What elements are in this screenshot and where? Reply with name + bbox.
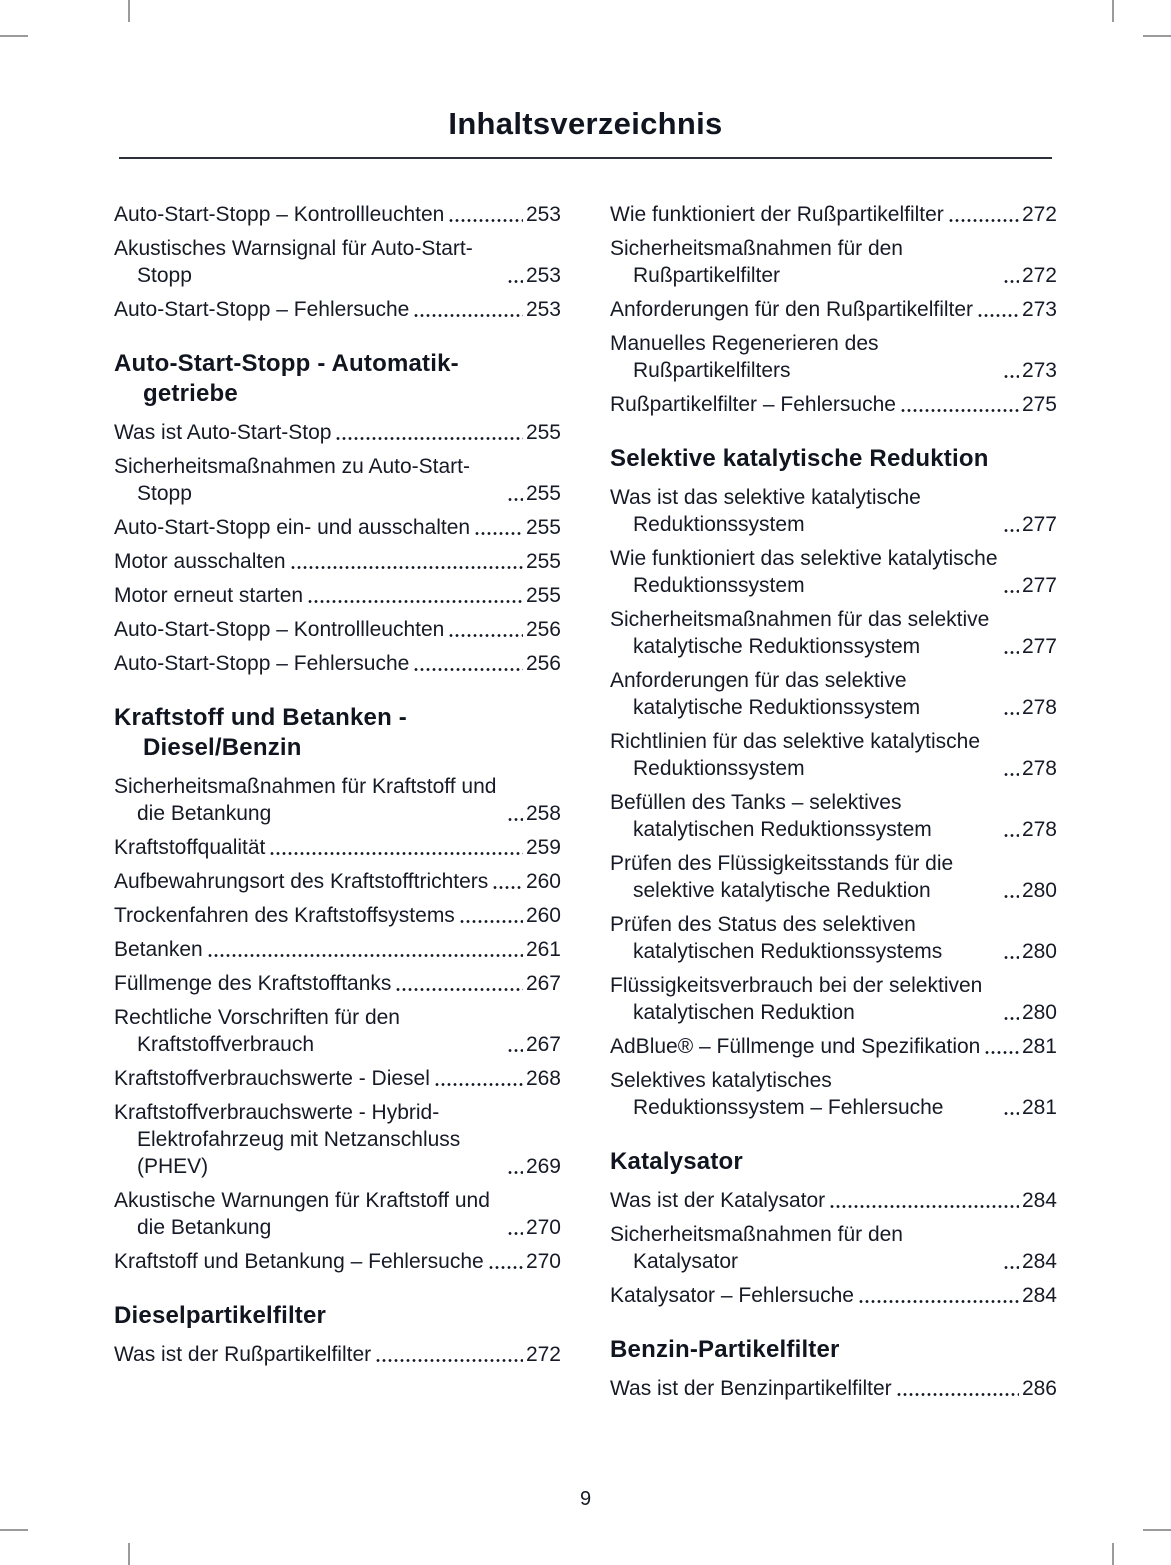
toc-entry-page-number: 280 <box>1021 1001 1057 1024</box>
toc-entry <box>610 235 1057 289</box>
toc-entry-title: Wie funktioniert der Rußpartikelfilter <box>610 203 944 226</box>
toc-entry-page-number: 261 <box>525 938 561 961</box>
toc-entry-title: Was ist Auto-Start-Stop <box>114 421 332 444</box>
toc-entry-title: Prüfen des Status des selektiven katalytischen Reduktionssystems <box>610 913 943 963</box>
section-heading: Benzin-Partikelfilter <box>610 1336 840 1363</box>
dot-leader <box>395 987 523 992</box>
toc-entry-page-number: 270 <box>525 1250 561 1273</box>
toc-entry-title: Wie funktioniert das selektive katalytische Reduktionssystem <box>610 547 998 597</box>
toc-column-left <box>114 201 561 1409</box>
section-heading: Katalysator <box>610 1148 743 1175</box>
toc-entry-title: Motor ausschalten <box>114 550 286 573</box>
toc-entry-page-number: 284 <box>1021 1189 1057 1212</box>
toc-entry-title: Anforderungen für das selektive katalytische Reduktionssystem <box>610 669 921 719</box>
toc-entry-title: Richtlinien für das selektive katalytische Reduktionssystem <box>610 730 981 780</box>
toc-entry <box>610 296 1057 323</box>
section-heading: Auto-Start-Stopp - Automatik-getriebe <box>114 350 459 407</box>
dot-leader <box>1003 1016 1019 1021</box>
toc-entry-title: Rußpartikelfilter – Fehlersuche <box>610 393 896 416</box>
toc-entry <box>114 650 561 677</box>
dot-leader <box>829 1204 1019 1209</box>
toc-entry-page-number: 260 <box>525 904 561 927</box>
page-title: Inhaltsverzeichnis <box>448 106 723 141</box>
toc-entry <box>610 789 1057 843</box>
toc-entry-title: Prüfen des Flüssigkeitsstands für die selektive katalytische Reduktion <box>610 852 954 902</box>
toc-entry-title: Was ist der Katalysator <box>610 1189 826 1212</box>
toc-entry-title: Akustisches Warnsignal für Auto-Start-Stopp <box>114 237 473 287</box>
toc-entry <box>114 1248 561 1275</box>
toc-entry <box>114 1004 561 1058</box>
dot-leader <box>1003 894 1019 899</box>
toc-entry-page-number: 281 <box>1021 1096 1057 1119</box>
toc-entry-page-number: 270 <box>525 1216 561 1239</box>
toc-entry-title: Kraftstoffverbrauchswerte - Hybrid-Elektrofahrzeug mit Netzanschluss (PHEV) <box>114 1101 461 1178</box>
dot-leader <box>434 1082 523 1087</box>
toc-entry-page-number: 255 <box>525 421 561 444</box>
dot-leader <box>207 953 523 958</box>
toc-entry <box>610 850 1057 904</box>
toc-entry-page-number: 269 <box>525 1155 561 1178</box>
dot-leader <box>1003 279 1019 284</box>
dot-leader <box>413 313 523 318</box>
toc-entry-title: Befüllen des Tanks – selektives katalytischen Reduktionssystem <box>610 791 932 841</box>
dot-leader <box>290 565 523 570</box>
toc-entry-title: Motor erneut starten <box>114 584 304 607</box>
dot-leader <box>858 1299 1019 1304</box>
dot-leader <box>474 531 523 536</box>
toc-entry-page-number: 255 <box>525 516 561 539</box>
toc-entry-page-number: 255 <box>525 482 561 505</box>
toc-entry-title: Sicherheitsmaßnahmen für Kraftstoff und die Betankung <box>114 775 497 825</box>
toc-entry-title: Sicherheitsmaßnahmen zu Auto-Start-Stopp <box>114 455 470 505</box>
toc-entry-page-number: 256 <box>525 618 561 641</box>
toc-entry <box>114 453 561 507</box>
toc-entry-title: Füllmenge des Kraftstofftanks <box>114 972 392 995</box>
dot-leader <box>1003 833 1019 838</box>
toc-entry-title: Rechtliche Vorschriften für den Kraftstoffverbrauch <box>114 1006 400 1056</box>
dot-leader <box>977 313 1019 318</box>
toc-entry-page-number: 281 <box>1021 1035 1057 1058</box>
dot-leader <box>448 633 523 638</box>
toc-entry <box>610 1033 1057 1060</box>
toc-entry <box>610 728 1057 782</box>
section-heading: Dieselpartikelfilter <box>114 1302 327 1329</box>
toc-entry <box>610 1221 1057 1275</box>
dot-leader <box>1003 589 1019 594</box>
toc-entry-page-number: 275 <box>1021 393 1057 416</box>
toc-entry-page-number: 278 <box>1021 818 1057 841</box>
dot-leader <box>507 1048 523 1053</box>
toc-entry-title: Trockenfahren des Kraftstoffsystems <box>114 904 455 927</box>
dot-leader <box>492 885 523 890</box>
crop-mark <box>1112 1543 1114 1565</box>
dot-leader <box>375 1358 523 1363</box>
toc-entry-title: Auto-Start-Stopp – Kontrollleuchten <box>114 618 445 641</box>
toc-entry-title: Kraftstoffqualität <box>114 836 266 859</box>
dot-leader <box>1003 650 1019 655</box>
toc-entry <box>114 1341 561 1368</box>
dot-leader <box>1003 1265 1019 1270</box>
toc-entry <box>114 834 561 861</box>
toc-entry-page-number: 273 <box>1021 359 1057 382</box>
section-heading: Kraftstoff und Betanken - Diesel/Benzin <box>114 704 407 761</box>
toc-entry-title: Kraftstoff und Betankung – Fehlersuche <box>114 1250 484 1273</box>
toc-entry-title: Sicherheitsmaßnahmen für den Katalysator <box>610 1223 903 1273</box>
page-number: 9 <box>579 1488 592 1510</box>
toc-entry-page-number: 277 <box>1021 635 1057 658</box>
toc-entry <box>610 1067 1057 1121</box>
toc-entry-page-number: 272 <box>1021 264 1057 287</box>
toc-entry-page-number: 267 <box>525 972 561 995</box>
toc-entry-title: Akustische Warnungen für Kraftstoff und die Betankung <box>114 1189 490 1239</box>
dot-leader <box>488 1265 523 1270</box>
toc-entry <box>114 514 561 541</box>
toc-entry <box>114 296 561 323</box>
dot-leader <box>448 218 523 223</box>
toc-entry <box>610 1282 1057 1309</box>
toc-entry <box>610 484 1057 538</box>
toc-entry-title: Flüssigkeitsverbrauch bei der selektiven katalytischen Reduktion <box>610 974 983 1024</box>
toc-entry <box>610 667 1057 721</box>
toc-entry <box>114 548 561 575</box>
toc-entry <box>610 606 1057 660</box>
toc-entry-title: Auto-Start-Stopp – Kontrollleuchten <box>114 203 445 226</box>
toc-entry-title: Betanken <box>114 938 203 961</box>
crop-mark <box>0 1529 28 1531</box>
toc-entry-title: Aufbewahrungsort des Kraftstofftrichters <box>114 870 489 893</box>
dot-leader <box>413 667 523 672</box>
toc-entry-page-number: 272 <box>1021 203 1057 226</box>
crop-mark <box>0 35 28 37</box>
section-heading: Selektive katalytische Reduktion <box>610 445 989 472</box>
toc-entry-title: Auto-Start-Stopp ein- und ausschalten <box>114 516 471 539</box>
dot-leader <box>900 408 1019 413</box>
toc-entry <box>114 201 561 228</box>
toc-columns <box>114 201 1057 1409</box>
toc-entry-page-number: 278 <box>1021 757 1057 780</box>
dot-leader <box>507 1231 523 1236</box>
toc-entry <box>610 1187 1057 1214</box>
toc-entry <box>610 972 1057 1026</box>
toc-entry-page-number: 255 <box>525 550 561 573</box>
dot-leader <box>984 1050 1019 1055</box>
dot-leader <box>307 599 523 604</box>
toc-entry-page-number: 268 <box>525 1067 561 1090</box>
crop-mark <box>128 1543 130 1565</box>
dot-leader <box>1003 374 1019 379</box>
dot-leader <box>507 817 523 822</box>
toc-entry-page-number: 256 <box>525 652 561 675</box>
title-divider <box>119 157 1052 159</box>
toc-entry <box>114 868 561 895</box>
toc-entry <box>610 201 1057 228</box>
toc-entry-page-number: 277 <box>1021 513 1057 536</box>
dot-leader <box>1003 1111 1019 1116</box>
dot-leader <box>1003 711 1019 716</box>
toc-entry-page-number: 280 <box>1021 879 1057 902</box>
toc-entry-page-number: 260 <box>525 870 561 893</box>
toc-entry-title: Sicherheitsmaßnahmen für den Rußpartikelfilter <box>610 237 903 287</box>
toc-entry-page-number: 280 <box>1021 940 1057 963</box>
toc-entry-page-number: 273 <box>1021 298 1057 321</box>
toc-entry-title: Kraftstoffverbrauchswerte - Diesel <box>114 1067 430 1090</box>
toc-entry-title: Selektives katalytisches Reduktionssystem – Fehlersuche <box>610 1069 944 1119</box>
toc-entry <box>610 1375 1057 1402</box>
toc-entry <box>114 1099 561 1180</box>
dot-leader <box>507 497 523 502</box>
toc-entry <box>114 235 561 289</box>
dot-leader <box>269 851 523 856</box>
crop-mark <box>1112 0 1114 22</box>
toc-entry <box>114 902 561 929</box>
toc-entry-page-number: 284 <box>1021 1284 1057 1307</box>
dot-leader <box>459 919 523 924</box>
toc-entry-title: Manuelles Regenerieren des Rußpartikelfilters <box>610 332 879 382</box>
toc-entry <box>114 582 561 609</box>
dot-leader <box>948 218 1019 223</box>
toc-entry-title: AdBlue® – Füllmenge und Spezifikation <box>610 1035 981 1058</box>
toc-entry-page-number: 277 <box>1021 574 1057 597</box>
toc-entry-page-number: 253 <box>525 203 561 226</box>
dot-leader <box>335 436 522 441</box>
toc-entry-page-number: 253 <box>525 264 561 287</box>
toc-entry-page-number: 286 <box>1021 1377 1057 1400</box>
toc-entry-title: Anforderungen für den Rußpartikelfilter <box>610 298 974 321</box>
toc-entry-page-number: 259 <box>525 836 561 859</box>
toc-entry-page-number: 253 <box>525 298 561 321</box>
toc-entry <box>114 970 561 997</box>
toc-entry <box>114 616 561 643</box>
toc-entry-page-number: 267 <box>525 1033 561 1056</box>
toc-entry <box>114 1065 561 1092</box>
toc-entry-page-number: 278 <box>1021 696 1057 719</box>
toc-entry-title: Auto-Start-Stopp – Fehlersuche <box>114 298 410 321</box>
toc-entry-page-number: 258 <box>525 802 561 825</box>
toc-entry <box>114 773 561 827</box>
crop-mark <box>128 0 130 22</box>
toc-entry <box>610 391 1057 418</box>
toc-entry-title: Was ist das selektive katalytische Reduktionssystem <box>610 486 921 536</box>
toc-entry-page-number: 284 <box>1021 1250 1057 1273</box>
toc-column-right <box>610 201 1057 1409</box>
toc-entry <box>610 911 1057 965</box>
dot-leader <box>507 279 523 284</box>
toc-entry <box>114 419 561 446</box>
toc-entry-page-number: 255 <box>525 584 561 607</box>
toc-entry-title: Was ist der Rußpartikelfilter <box>114 1343 372 1366</box>
dot-leader <box>507 1170 523 1175</box>
toc-entry <box>114 1187 561 1241</box>
toc-entry-title: Sicherheitsmaßnahmen für das selektive katalytische Reduktionssystem <box>610 608 990 658</box>
crop-mark <box>1143 1529 1171 1531</box>
toc-entry-title: Was ist der Benzinpartikelfilter <box>610 1377 892 1400</box>
dot-leader <box>1003 528 1019 533</box>
toc-entry <box>114 936 561 963</box>
dot-leader <box>1003 955 1019 960</box>
toc-entry-title: Auto-Start-Stopp – Fehlersuche <box>114 652 410 675</box>
toc-entry <box>610 545 1057 599</box>
dot-leader <box>896 1392 1019 1397</box>
dot-leader <box>1003 772 1019 777</box>
toc-entry <box>610 330 1057 384</box>
toc-entry-title: Katalysator – Fehlersuche <box>610 1284 854 1307</box>
toc-entry-page-number: 272 <box>525 1343 561 1366</box>
crop-mark <box>1143 35 1171 37</box>
